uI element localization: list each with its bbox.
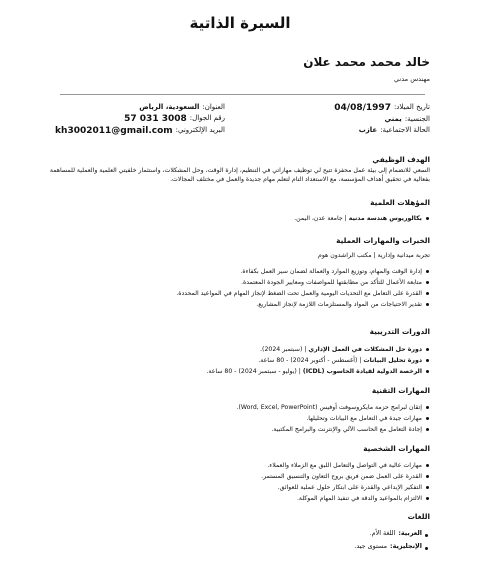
email-value: kh3002011@gmail.com <box>55 126 173 136</box>
courses-heading: الدورات التدريبية <box>369 327 430 336</box>
language-name: الإنجليزية: <box>390 542 422 550</box>
technical-skill-item: إتقان لبرامج حزمة مايكروسوفت أوفيس (Word, Excel, PowerPoint). <box>32 402 422 413</box>
language-name: العربية: <box>398 529 422 537</box>
objective-heading: الهدف الوظيفي <box>372 155 430 164</box>
course-detail: | (أغسطس - أكتوبر 2024) - 80 ساعة. <box>258 357 362 364</box>
personal-skill-item: القدرة على العمل ضمن فريق بروح التعاون والتنسيق المستمر. <box>32 471 422 482</box>
course-item <box>32 366 422 377</box>
birth-date-row <box>334 103 430 113</box>
marital-status-value: عازب <box>358 126 378 134</box>
course-name: الرخصة الدولية لقيادة الحاسوب (ICDL) <box>302 368 422 375</box>
course-detail: | (سبتمبر 2024). <box>260 346 307 353</box>
university-name: | جامعة عدن، اليمن. <box>294 215 347 222</box>
experience-item: تقدير الاحتياجات من المواد والمستلزمات اللازمة لإنجاز المشاريع. <box>32 299 422 310</box>
experience-subtitle: تجربة ميدانية وإدارية | مكتب الراشدون هوم <box>318 252 430 259</box>
courses-list <box>32 344 430 377</box>
experience-list <box>32 266 430 310</box>
personal-skills-list <box>32 460 430 504</box>
course-name: دورة تحليل البيانات <box>363 357 422 364</box>
personal-skill-item: الالتزام بالمواعيد والدقة في تنفيذ المهام الموكلة. <box>32 493 422 504</box>
full-name: خالد محمد محمد علان <box>303 55 430 69</box>
nationality-row <box>385 115 430 123</box>
marital-status-row <box>359 126 430 134</box>
address-value: السعودية، الرياض <box>139 103 200 111</box>
education-item <box>32 213 422 224</box>
objective-text: السعي للانضمام إلى بيئة عمل محفزة تتيح لي توظيف مهاراتي في التنظيم، إدارة الوقت، وحل المشكلات، واستثمار خلفيتي العلمية والعملية للمساهمة بفعالية في تحقيق أهداف المؤسسة، مع الاستعداد التام لتعلم مهام جديدة والعمل في مختلف المجالات. <box>49 167 430 183</box>
language-level: مستوى جيد. <box>354 542 388 550</box>
bullet-icon <box>425 534 428 537</box>
address-row <box>139 103 225 111</box>
nationality-value: يمني <box>384 115 402 123</box>
technical-skills-list <box>32 402 430 435</box>
header-divider <box>60 94 425 95</box>
bullet-icon <box>425 547 428 550</box>
course-detail: | (يوليو - سبتمبر 2024) - 80 ساعة. <box>206 368 301 375</box>
technical-skill-item: مهارات جيدة في التعامل مع البيانات وتحليلها. <box>32 413 422 424</box>
personal-skills-heading: المهارات الشخصية <box>363 444 430 453</box>
technical-skills-heading: المهارات التقنية <box>371 386 430 395</box>
course-item <box>32 344 422 355</box>
birth-date-label: تاريخ الميلاد: <box>393 103 430 111</box>
education-list <box>32 213 430 224</box>
course-item <box>32 355 422 366</box>
mobile-value: 57 031 3008 <box>124 114 187 124</box>
language-level: اللغة الأم. <box>369 529 396 537</box>
experience-item: متابعة الأعمال للتأكد من مطابقتها للمواصفات ومعايير الجودة المعتمدة. <box>32 277 422 288</box>
marital-status-label: الحالة الاجتماعية: <box>380 126 430 134</box>
education-heading: المؤهلات العلمية <box>370 198 430 207</box>
address-label: العنوان: <box>202 103 225 111</box>
personal-skill-item: التفكير الإبداعي والقدرة على ابتكار حلول عملية للعوائق. <box>32 482 422 493</box>
mobile-row <box>124 114 225 124</box>
experience-heading: الخبرات والمهارات العملية <box>336 236 430 245</box>
language-row-arabic <box>370 529 422 537</box>
birth-date-value: 04/08/1997 <box>334 103 391 113</box>
personal-skill-item: مهارات عالية في التواصل والتعامل اللبق مع الزملاء والعملاء. <box>32 460 422 471</box>
mobile-label: رقم الجوال: <box>189 114 225 122</box>
email-row <box>55 126 225 136</box>
languages-heading: اللغات <box>407 512 430 521</box>
experience-item: القدرة على التعامل مع التحديات اليومية والعمل تحت الضغط لإنجاز المهام في المواعيد المحددة. <box>32 288 422 299</box>
course-name: دورة حل المشكلات في العمل الإداري <box>308 346 422 353</box>
email-label: البريد الإلكتروني: <box>175 126 225 134</box>
language-row-english <box>354 542 422 550</box>
job-title: مهندس مدني <box>394 75 430 83</box>
document-title: السيرة الذاتية <box>189 14 291 32</box>
degree-name: بكالوريوس هندسة مدنية <box>348 215 422 222</box>
technical-skill-item: إجادة التعامل مع الحاسب الآلي والإنترنت والبرامج المكتبية. <box>32 424 422 435</box>
experience-item: إدارة الوقت والمهام، وتوزيع الموارد والعمالة لضمان سير العمل بكفاءة. <box>32 266 422 277</box>
nationality-label: الجنسية: <box>404 115 430 123</box>
